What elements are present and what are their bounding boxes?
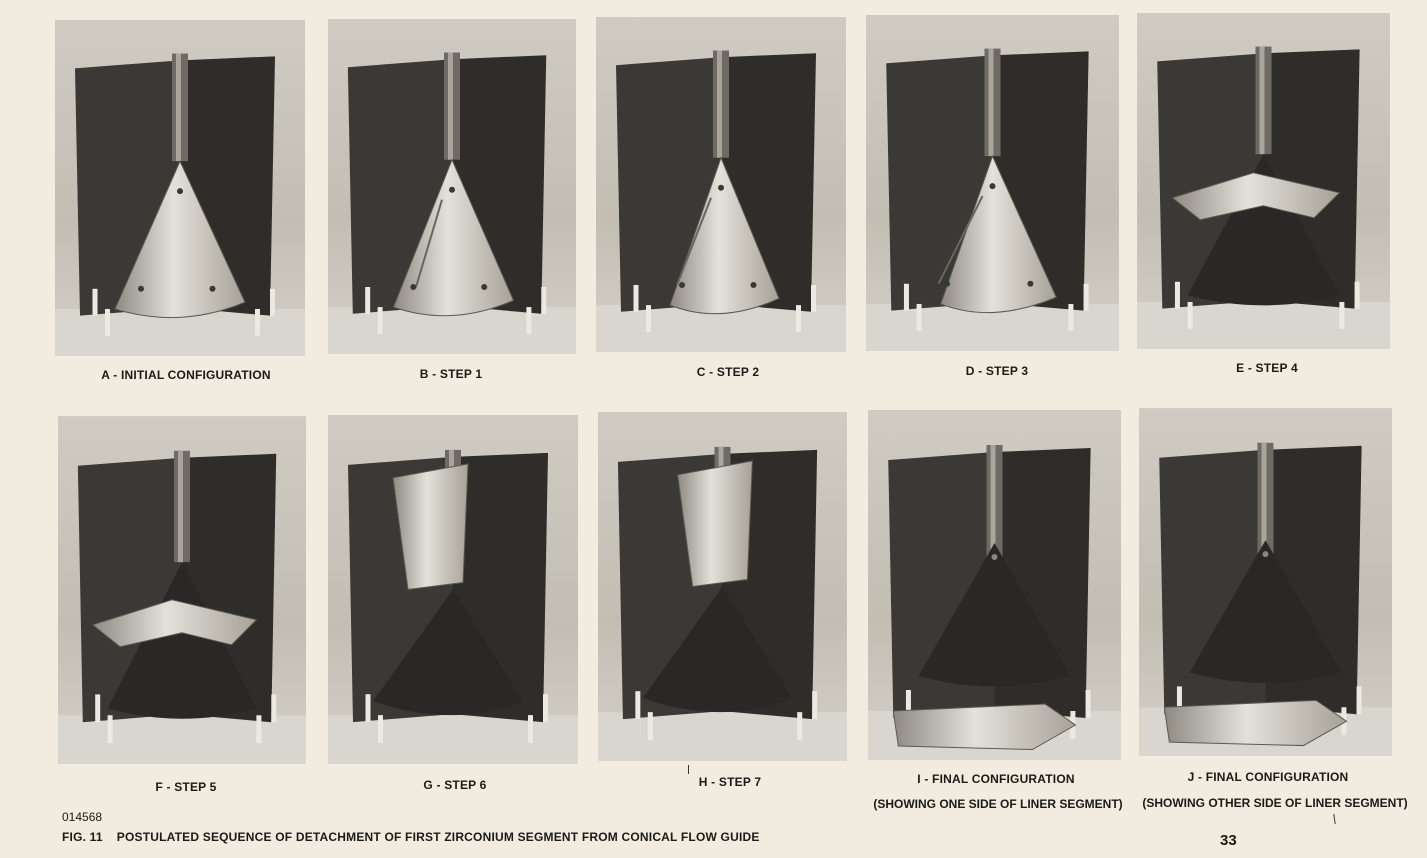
photo-i-final-configuration bbox=[868, 410, 1121, 760]
rivet bbox=[718, 185, 724, 191]
caption-h: H - STEP 7 bbox=[698, 775, 762, 789]
photo-e-graphic bbox=[1137, 13, 1390, 349]
support-foot bbox=[1339, 302, 1344, 329]
rivet bbox=[481, 284, 487, 290]
photo-j-graphic bbox=[1139, 408, 1392, 756]
caption-c: C - STEP 2 bbox=[696, 365, 760, 379]
support-foot bbox=[528, 715, 533, 743]
support-foot bbox=[255, 309, 260, 336]
photo-h-graphic bbox=[598, 412, 847, 761]
floor bbox=[1137, 302, 1390, 349]
rivet bbox=[992, 554, 998, 560]
document-number: 014568 bbox=[62, 810, 103, 824]
support-foot bbox=[634, 285, 639, 312]
tube-highlight bbox=[717, 51, 722, 158]
photo-g-graphic bbox=[328, 415, 578, 764]
photo-b-graphic bbox=[328, 19, 576, 354]
floor bbox=[58, 715, 306, 764]
floor bbox=[598, 712, 847, 761]
support-foot bbox=[1084, 284, 1089, 311]
support-foot bbox=[1086, 690, 1091, 718]
tube-highlight bbox=[991, 445, 996, 557]
caption-g: G - STEP 6 bbox=[423, 778, 487, 792]
support-foot bbox=[917, 304, 922, 331]
support-foot bbox=[526, 307, 531, 334]
caption-d: D - STEP 3 bbox=[965, 364, 1029, 378]
support-foot bbox=[105, 309, 110, 336]
photo-c-step-2 bbox=[596, 17, 846, 352]
caption-i-sub: (SHOWING ONE SIDE OF LINER SEGMENT) bbox=[873, 797, 1123, 811]
photo-i-graphic bbox=[868, 410, 1121, 760]
support-foot bbox=[108, 715, 113, 743]
tube-highlight bbox=[989, 49, 994, 157]
rivet bbox=[138, 286, 144, 292]
support-foot bbox=[812, 691, 817, 719]
rivet bbox=[1263, 551, 1269, 557]
photo-f-step-5 bbox=[58, 416, 306, 764]
tube-highlight bbox=[178, 451, 183, 562]
support-foot bbox=[797, 712, 802, 740]
support-foot bbox=[904, 284, 909, 311]
support-foot bbox=[378, 715, 383, 743]
support-foot bbox=[270, 289, 275, 316]
caption-a: A - INITIAL CONFIGURATION bbox=[101, 368, 271, 382]
rivet bbox=[944, 281, 950, 287]
caption-i: I - FINAL CONFIGURATION bbox=[917, 772, 1075, 786]
rivet bbox=[751, 282, 757, 288]
rivet bbox=[990, 183, 996, 189]
tube-highlight bbox=[448, 53, 453, 160]
support-foot bbox=[646, 305, 651, 332]
stray-mark bbox=[1333, 814, 1335, 824]
photo-b-step-1 bbox=[328, 19, 576, 354]
caption-e: E - STEP 4 bbox=[1236, 361, 1298, 375]
stray-mark bbox=[688, 765, 689, 774]
support-foot bbox=[366, 694, 371, 722]
tube-highlight bbox=[176, 54, 181, 162]
support-foot bbox=[378, 307, 383, 334]
support-foot bbox=[256, 715, 261, 743]
support-foot bbox=[1188, 302, 1193, 329]
figure-caption bbox=[62, 830, 760, 844]
support-foot bbox=[365, 287, 370, 314]
support-foot bbox=[1175, 282, 1180, 309]
support-foot bbox=[811, 285, 816, 312]
support-foot bbox=[271, 694, 276, 722]
rivet bbox=[410, 284, 416, 290]
photo-j-final-configuration bbox=[1139, 408, 1392, 756]
tube-highlight bbox=[1262, 443, 1267, 554]
rivet bbox=[679, 282, 685, 288]
caption-j-sub: (SHOWING OTHER SIDE OF LINER SEGMENT) bbox=[1142, 796, 1408, 810]
rivet bbox=[177, 188, 183, 194]
tube-highlight bbox=[1260, 47, 1265, 155]
support-foot bbox=[93, 289, 98, 316]
floor bbox=[328, 715, 578, 764]
page-number: 33 bbox=[1220, 832, 1237, 849]
caption-j: J - FINAL CONFIGURATION bbox=[1187, 770, 1349, 784]
rivet bbox=[449, 187, 455, 193]
photo-h-step-7 bbox=[598, 412, 847, 761]
rivet bbox=[1027, 281, 1033, 287]
support-foot bbox=[635, 691, 640, 719]
figure-number: FIG. 11 bbox=[62, 830, 103, 844]
rivet bbox=[210, 286, 216, 292]
photo-d-step-3 bbox=[866, 15, 1119, 351]
support-foot bbox=[648, 712, 653, 740]
photo-f-graphic bbox=[58, 416, 306, 764]
support-foot bbox=[1357, 686, 1362, 714]
support-foot bbox=[541, 287, 546, 314]
photo-d-graphic bbox=[866, 15, 1119, 351]
photo-e-step-4 bbox=[1137, 13, 1390, 349]
caption-f: F - STEP 5 bbox=[155, 780, 217, 794]
photo-a-initial-configuration bbox=[55, 20, 305, 356]
photo-g-step-6 bbox=[328, 415, 578, 764]
figure-title: POSTULATED SEQUENCE OF DETACHMENT OF FIRST ZIRCONIUM SEGMENT FROM CONICAL FLOW GUIDE bbox=[116, 830, 760, 844]
photo-c-graphic bbox=[596, 17, 846, 352]
support-foot bbox=[796, 305, 801, 332]
support-foot bbox=[95, 694, 100, 722]
photo-a-graphic bbox=[55, 20, 305, 356]
support-foot bbox=[543, 694, 548, 722]
support-foot bbox=[1355, 282, 1360, 309]
support-foot bbox=[1068, 304, 1073, 331]
caption-b: B - STEP 1 bbox=[419, 367, 483, 381]
